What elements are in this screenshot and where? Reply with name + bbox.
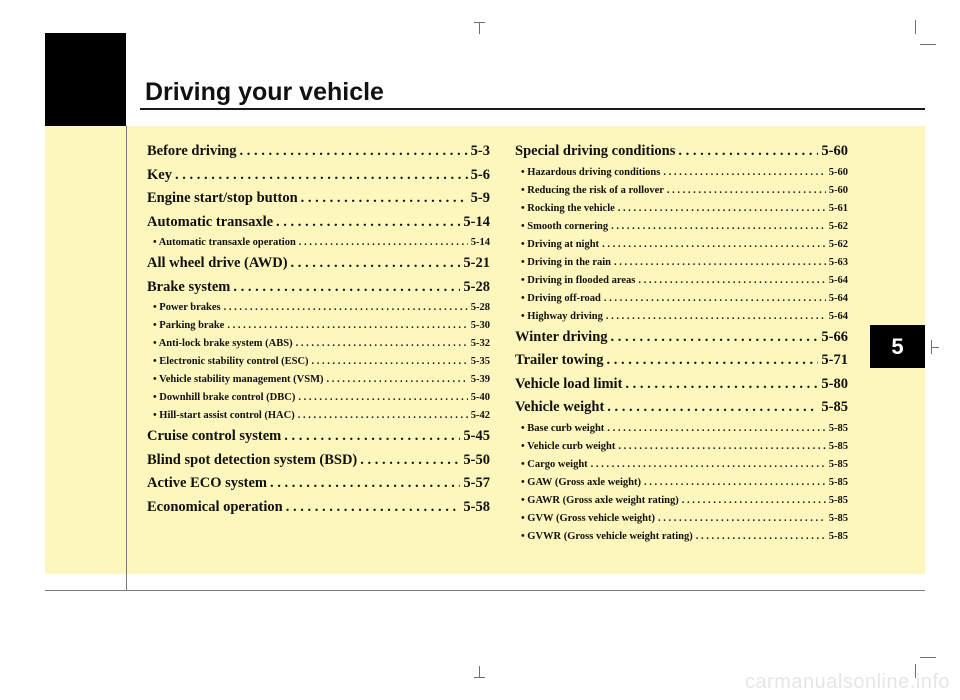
toc-entry-page: 5-64 xyxy=(828,310,848,322)
dot-leader xyxy=(298,407,468,425)
toc-entry-title: Special driving conditions xyxy=(515,143,676,159)
toc-entry-page: 5-62 xyxy=(828,238,848,250)
toc-subentry[interactable] xyxy=(515,272,848,290)
toc-subentry[interactable] xyxy=(515,528,848,546)
toc-entry-page: 5-61 xyxy=(828,202,848,214)
toc-subentry[interactable] xyxy=(515,420,848,438)
toc-entry-page: 5-85 xyxy=(828,530,848,542)
dot-leader xyxy=(233,276,460,300)
toc-entry-page: 5-64 xyxy=(828,292,848,304)
toc-entry-title: Cruise control system xyxy=(147,428,282,444)
toc-entry-title: • Electronic stability control (ESC) xyxy=(153,356,309,367)
toc-entry-page: 5-28 xyxy=(463,278,490,295)
toc-entry[interactable] xyxy=(147,449,490,473)
dot-leader xyxy=(606,349,818,373)
dot-leader xyxy=(625,373,818,397)
toc-entry-page: 5-85 xyxy=(828,458,848,470)
toc-entry-title: All wheel drive (AWD) xyxy=(147,255,288,271)
dot-leader xyxy=(682,492,826,510)
toc-entry[interactable] xyxy=(515,140,848,164)
dot-leader xyxy=(667,182,826,200)
dot-leader xyxy=(611,326,819,350)
toc-entry-title: • Smooth cornering xyxy=(521,220,609,232)
dot-leader xyxy=(591,456,826,474)
toc-entry-page: 5-57 xyxy=(463,475,490,491)
crop-mark-top-center-arm xyxy=(474,22,485,23)
dot-leader xyxy=(270,472,460,496)
toc-entry-title: • Power brakes xyxy=(153,302,221,313)
toc-entry[interactable] xyxy=(147,187,490,211)
toc-entry-title: • Vehicle curb weight xyxy=(521,440,616,452)
toc-entry-page: 5-60 xyxy=(828,184,848,196)
toc-entry-page: 5-85 xyxy=(828,512,848,524)
toc-entry-title: • Rocking the vehicle xyxy=(521,202,615,214)
dot-leader xyxy=(644,474,826,492)
dot-leader xyxy=(658,510,826,528)
toc-entry-page: 5-40 xyxy=(470,392,490,403)
toc-entry-page: 5-6 xyxy=(470,166,490,183)
toc-entry-title: • GVWR (Gross vehicle weight rating) xyxy=(521,530,693,542)
toc-subentry[interactable] xyxy=(515,474,848,492)
toc-entry[interactable] xyxy=(147,425,490,449)
toc-entry-page: 5-58 xyxy=(463,498,490,515)
toc-entry-page: 5-64 xyxy=(828,274,848,286)
dot-leader xyxy=(299,234,468,252)
dot-leader xyxy=(360,449,460,473)
toc-entry-page: 5-63 xyxy=(828,256,848,268)
toc-entry-page: 5-85 xyxy=(828,476,848,488)
dot-leader xyxy=(607,396,818,420)
toc-subentry[interactable] xyxy=(515,308,848,326)
toc-entry[interactable] xyxy=(147,211,490,235)
dot-leader xyxy=(604,290,826,308)
toc-subentry[interactable] xyxy=(147,371,490,389)
toc-entry-title: • Hazardous driving conditions xyxy=(521,166,661,178)
toc-entry[interactable] xyxy=(515,326,848,350)
toc-entry-title: • GVW (Gross vehicle weight) xyxy=(521,512,655,524)
dot-leader xyxy=(301,187,468,211)
toc-entry-page: 5-85 xyxy=(828,440,848,452)
toc-subentry[interactable] xyxy=(515,218,848,236)
toc-entry-title: • Driving at night xyxy=(521,238,600,250)
toc-entry-page: 5-60 xyxy=(828,166,848,178)
toc-entry-title: • Highway driving xyxy=(521,310,603,322)
toc-subentry[interactable] xyxy=(147,317,490,335)
toc-entry-title: • Automatic transaxle operation xyxy=(153,237,296,248)
toc-subentry[interactable] xyxy=(515,456,848,474)
dot-leader xyxy=(327,371,468,389)
toc-entry-title: • Cargo weight xyxy=(521,458,588,470)
toc-entry-title: Economical operation xyxy=(147,498,283,515)
toc-subentry[interactable] xyxy=(515,290,848,308)
toc-subentry[interactable] xyxy=(147,353,490,371)
toc-entry-title: • Driving in flooded areas xyxy=(521,274,636,286)
dot-leader xyxy=(618,200,826,218)
toc-column-right xyxy=(515,140,848,546)
toc-entry-page: 5-39 xyxy=(470,374,490,385)
crop-mark-bottom-right-h xyxy=(920,657,936,658)
dot-leader xyxy=(618,438,825,456)
toc-entry-page: 5-21 xyxy=(463,255,490,271)
toc-entry-page: 5-35 xyxy=(470,356,490,367)
toc-subentry[interactable] xyxy=(147,389,490,407)
toc-entry-title: Winter driving xyxy=(515,328,608,345)
crop-mark-bottom-center-arm xyxy=(474,677,485,678)
toc-entry-page: 5-62 xyxy=(828,220,848,232)
toc-entry-page: 5-66 xyxy=(821,328,848,345)
toc-subentry[interactable] xyxy=(515,164,848,182)
toc-entry[interactable] xyxy=(147,496,490,520)
toc-entry[interactable] xyxy=(515,349,848,373)
toc-entry[interactable] xyxy=(147,164,490,188)
toc-subentry[interactable] xyxy=(147,234,490,252)
toc-entry-page: 5-30 xyxy=(470,320,490,331)
dot-leader xyxy=(175,164,468,188)
toc-entry-title: • Parking brake xyxy=(153,320,225,331)
toc-entry-page: 5-71 xyxy=(821,352,848,368)
toc-entry-page: 5-85 xyxy=(821,399,848,415)
dot-leader xyxy=(298,389,467,407)
toc-entry-title: • Driving in the rain xyxy=(521,256,612,268)
header-rule xyxy=(140,108,925,110)
margin-guide-horizontal xyxy=(45,590,925,591)
toc-entry-title: • Downhill brake control (DBC) xyxy=(153,392,296,403)
toc-entry-title: • Vehicle stability management (VSM) xyxy=(153,374,324,385)
toc-entry-page: 5-3 xyxy=(470,143,490,159)
dot-leader xyxy=(607,420,825,438)
toc-entry-page: 5-32 xyxy=(470,338,490,349)
toc-entry-title: Engine start/stop button xyxy=(147,190,298,206)
page-title: Driving your vehicle xyxy=(145,78,384,106)
toc-subentry[interactable] xyxy=(147,335,490,353)
crop-mark-top-right-h xyxy=(920,44,936,45)
crop-mark-right-center-h xyxy=(931,347,939,348)
toc-entry-page: 5-14 xyxy=(463,213,490,230)
dot-leader xyxy=(276,211,460,235)
toc-subentry[interactable] xyxy=(515,236,848,254)
toc-entry-page: 5-80 xyxy=(821,375,848,392)
toc-subentry[interactable] xyxy=(147,407,490,425)
toc-entry-title: • GAWR (Gross axle weight rating) xyxy=(521,494,679,506)
toc-entry-title: Brake system xyxy=(147,278,231,295)
toc-entry-page: 5-85 xyxy=(828,494,848,506)
toc-entry-title: • Reducing the risk of a rollover xyxy=(521,184,664,196)
toc-entry[interactable] xyxy=(147,252,490,276)
toc-entry[interactable] xyxy=(147,472,490,496)
toc-subentry[interactable] xyxy=(515,510,848,528)
dot-leader xyxy=(663,164,825,182)
toc-entry[interactable] xyxy=(147,276,490,300)
toc-entry-page: 5-50 xyxy=(463,451,490,468)
chapter-header-block xyxy=(45,33,126,126)
dot-leader xyxy=(227,317,467,335)
margin-guide-vertical xyxy=(126,126,127,590)
dot-leader xyxy=(606,308,826,326)
toc-entry-title: Active ECO system xyxy=(147,475,268,491)
toc-entry-page: 5-14 xyxy=(470,237,490,248)
toc-entry-title: • GAW (Gross axle weight) xyxy=(521,476,641,488)
crop-mark-top-center xyxy=(479,22,480,34)
toc-entry-page: 5-85 xyxy=(828,422,848,434)
toc-subentry[interactable] xyxy=(515,200,848,218)
dot-leader xyxy=(240,140,468,164)
toc-entry-page: 5-42 xyxy=(470,410,490,421)
toc-entry-title: Trailer towing xyxy=(515,352,604,368)
dot-leader xyxy=(611,218,826,236)
toc-subentry[interactable] xyxy=(147,299,490,317)
toc-entry-title: Before driving xyxy=(147,143,237,159)
dot-leader xyxy=(296,335,468,353)
toc-entry-title: Key xyxy=(147,166,172,183)
toc-entry-page: 5-60 xyxy=(821,143,848,159)
toc-column-left xyxy=(147,140,490,519)
dot-leader xyxy=(284,425,460,449)
dot-leader xyxy=(286,496,461,520)
dot-leader xyxy=(696,528,826,546)
dot-leader xyxy=(614,254,826,272)
toc-entry-title: • Anti-lock brake system (ABS) xyxy=(153,338,293,349)
toc-entry[interactable] xyxy=(515,396,848,420)
dot-leader xyxy=(291,252,461,276)
chapter-number-tab[interactable]: 5 xyxy=(870,325,925,368)
toc-entry-title: • Hill-start assist control (HAC) xyxy=(153,410,295,421)
toc-entry-title: • Driving off-road xyxy=(521,292,601,304)
toc-entry-page: 5-9 xyxy=(470,190,490,206)
dot-leader xyxy=(638,272,825,290)
toc-entry-title: Vehicle weight xyxy=(515,399,605,415)
dot-leader xyxy=(602,236,826,254)
toc-entry-title: • Base curb weight xyxy=(521,422,605,434)
dot-leader xyxy=(224,299,468,317)
toc-entry-title: Blind spot detection system (BSD) xyxy=(147,451,358,468)
toc-subentry[interactable] xyxy=(515,492,848,510)
dot-leader xyxy=(678,140,818,164)
toc-subentry[interactable] xyxy=(515,254,848,272)
toc-subentry[interactable] xyxy=(515,182,848,200)
dot-leader xyxy=(312,353,468,371)
watermark: carmanualsonline.info xyxy=(744,671,950,693)
toc-subentry[interactable] xyxy=(515,438,848,456)
crop-mark-top-right-v xyxy=(915,20,916,34)
toc-entry[interactable] xyxy=(147,140,490,164)
toc-entry-page: 5-45 xyxy=(463,428,490,444)
toc-entry-title: Vehicle load limit xyxy=(515,375,623,392)
toc-entry[interactable] xyxy=(515,373,848,397)
toc-entry-title: Automatic transaxle xyxy=(147,213,274,230)
toc-entry-page: 5-28 xyxy=(470,302,490,313)
